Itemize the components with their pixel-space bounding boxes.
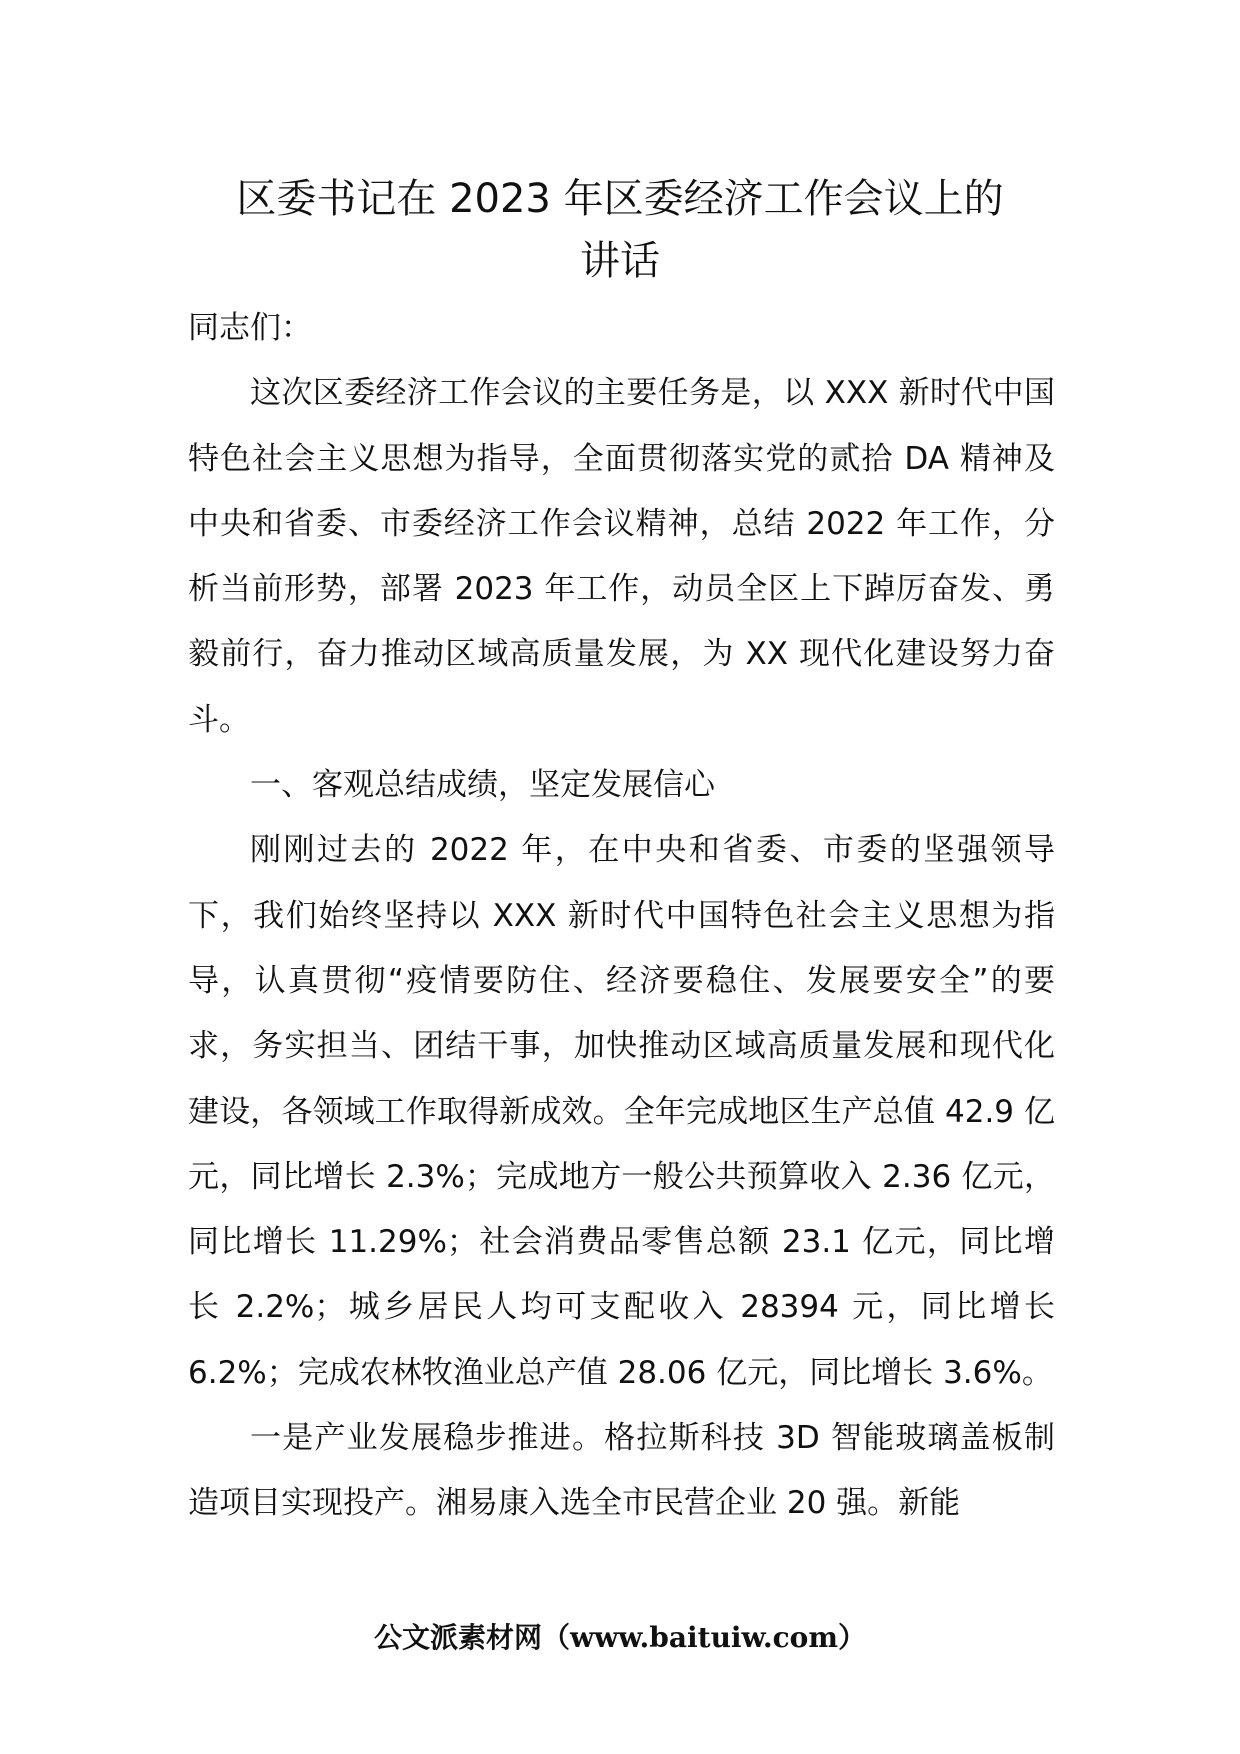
document-title-line-1: 区委书记在 2023 年区委经济工作会议上的 bbox=[236, 176, 1004, 222]
footer-watermark: 公文派素材网（www.baituiw.com） bbox=[374, 1621, 866, 1654]
document-title-line-2: 讲话 bbox=[580, 238, 660, 284]
paragraph-summary: 刚刚过去的 2022 年，在中央和省委、市委的坚强领导下，我们始终坚持以 XXX 新时代中国特色社会主义思想为指导，认真贯彻“疫情要防住、经济要稳住、发展要安全”的要求，务实担当、团结干事，加快推动区域高质量发展和现代化建设，各领域工作取得新成效。全年完成地区生产总值 42.9 亿元，同比增长 2.3%；完成地方一般公共预算收入 2.36 亿元，同比增长 11.29%；社会消费品零售总额 23.1 亿元，同比增长 2.2%；城乡居民人均可支配收入 28394 元，同比增长 6.2%；完成农林牧渔业总产值 28.06 亿元，同比增长 3.6%。 bbox=[188, 832, 1055, 1391]
paragraph-industry: 一是产业发展稳步推进。格拉斯科技 3D 智能玻璃盖板制造项目实现投产。湘易康入选全市民营企业 20 强。新能 bbox=[188, 1420, 1055, 1522]
document-body bbox=[188, 296, 1055, 1537]
salutation: 同志们： bbox=[188, 310, 312, 346]
paragraph-intro: 这次区委经济工作会议的主要任务是，以 XXX 新时代中国特色社会主义思想为指导，全面贯彻落实党的贰拾 DA 精神及中央和省委、市委经济工作会议精神，总结 2022 年工作，分析当前形势，部署 2023 年工作，动员全区上下踔厉奋发、勇毅前行，奋力推动区域高质量发展，为 XX 现代化建设努力奋斗。 bbox=[188, 375, 1055, 738]
document-title bbox=[150, 168, 1090, 292]
section-heading: 一、客观总结成绩，坚定发展信心 bbox=[250, 767, 715, 804]
